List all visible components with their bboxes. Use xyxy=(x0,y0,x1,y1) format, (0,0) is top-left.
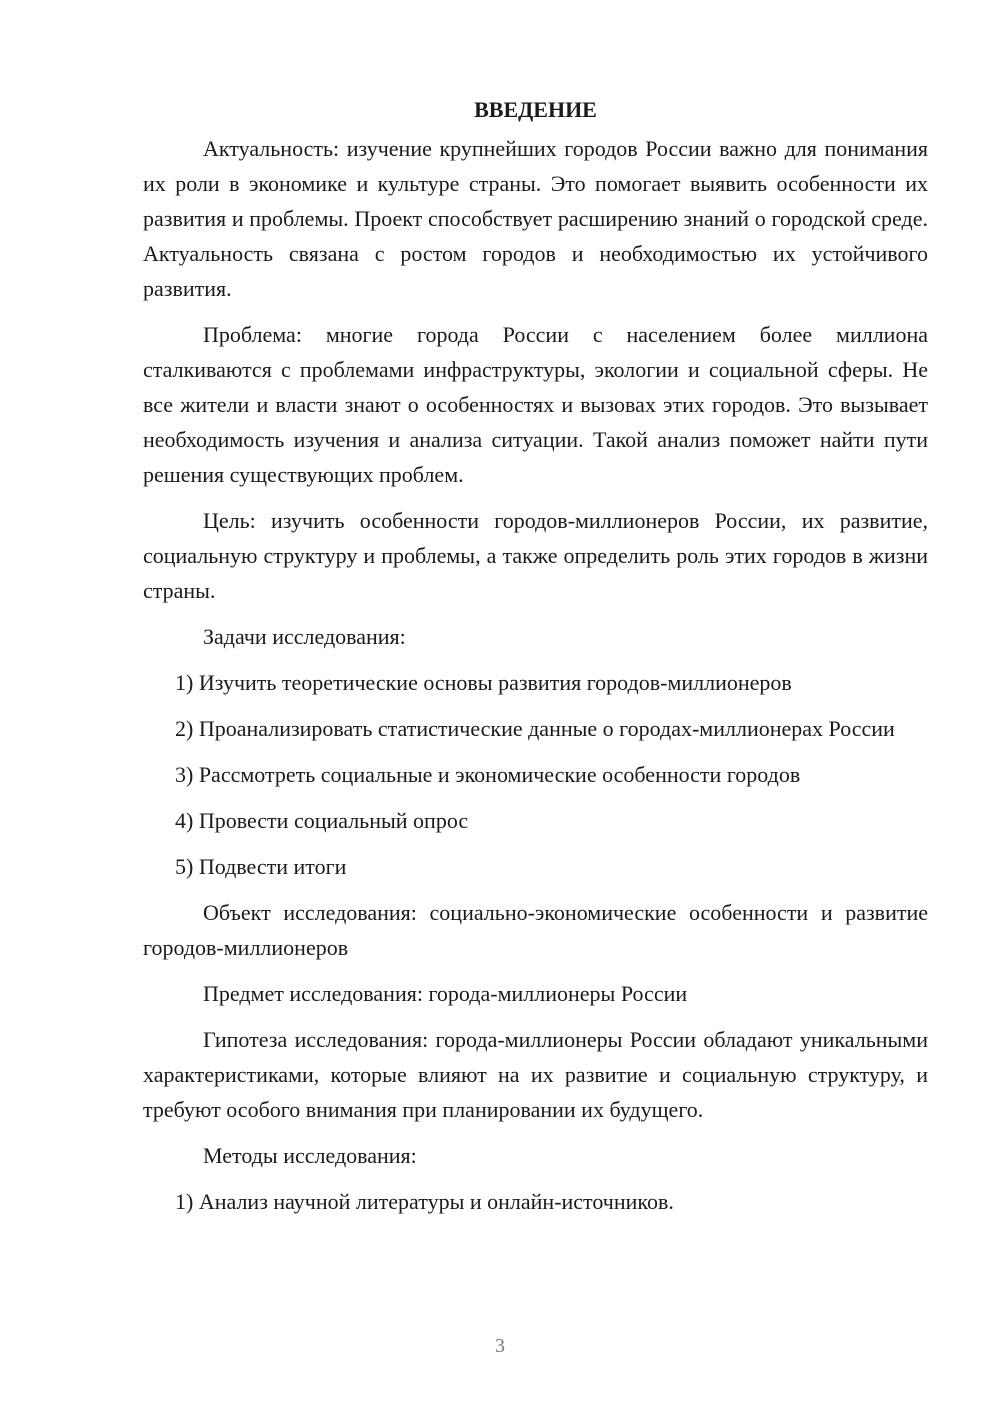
task-item-3: 3) Рассмотреть социальные и экономические особенности городов xyxy=(175,762,801,787)
paragraph-object: Объект исследования: социально-экономические особенности и развитие городов-миллионеров xyxy=(143,900,928,960)
paragraph-relevance: Актуальность: изучение крупнейших городов России важно для понимания их роли в экономике и культуре страны. Это помогает выявить особенности их развития и проблемы. Проект способствует расширению знаний о городской среде. Актуальность связана с ростом городов и необходимостью их устойчивого развития. xyxy=(143,136,928,301)
page-title: ВВЕДЕНИЕ xyxy=(474,97,597,122)
task-item-2: 2) Проанализировать статистические данные о городах-миллионерах России xyxy=(175,716,895,741)
methods-heading: Методы исследования: xyxy=(203,1143,417,1168)
paragraph-hypothesis: Гипотеза исследования: города-миллионеры России обладают уникальными характеристиками, которые влияют на их развитие и социальную структуру, и требуют особого внимания при планировании их будущего. xyxy=(143,1027,928,1122)
paragraph-subject: Предмет исследования: города-миллионеры России xyxy=(203,981,688,1006)
page-number: 3 xyxy=(495,1335,505,1357)
method-item-1: 1) Анализ научной литературы и онлайн-источников. xyxy=(175,1189,674,1214)
task-item-5: 5) Подвести итоги xyxy=(175,854,347,879)
document-page xyxy=(143,92,928,1230)
paragraph-problem: Проблема: многие города России с населением более миллиона сталкиваются с проблемами инфраструктуры, экологии и социальной сферы. Не все жители и власти знают о особенностях и вызовах этих городов. Это вызывает необходимость изучения и анализа ситуации. Такой анализ поможет найти пути решения существующих проблем. xyxy=(143,322,928,487)
task-item-4: 4) Провести социальный опрос xyxy=(175,808,469,833)
task-item-1: 1) Изучить теоретические основы развития городов-миллионеров xyxy=(175,670,792,695)
paragraph-goal: Цель: изучить особенности городов-миллионеров России, их развитие, социальную структуру и проблемы, а также определить роль этих городов в жизни страны. xyxy=(143,508,928,603)
tasks-heading: Задачи исследования: xyxy=(203,624,406,649)
